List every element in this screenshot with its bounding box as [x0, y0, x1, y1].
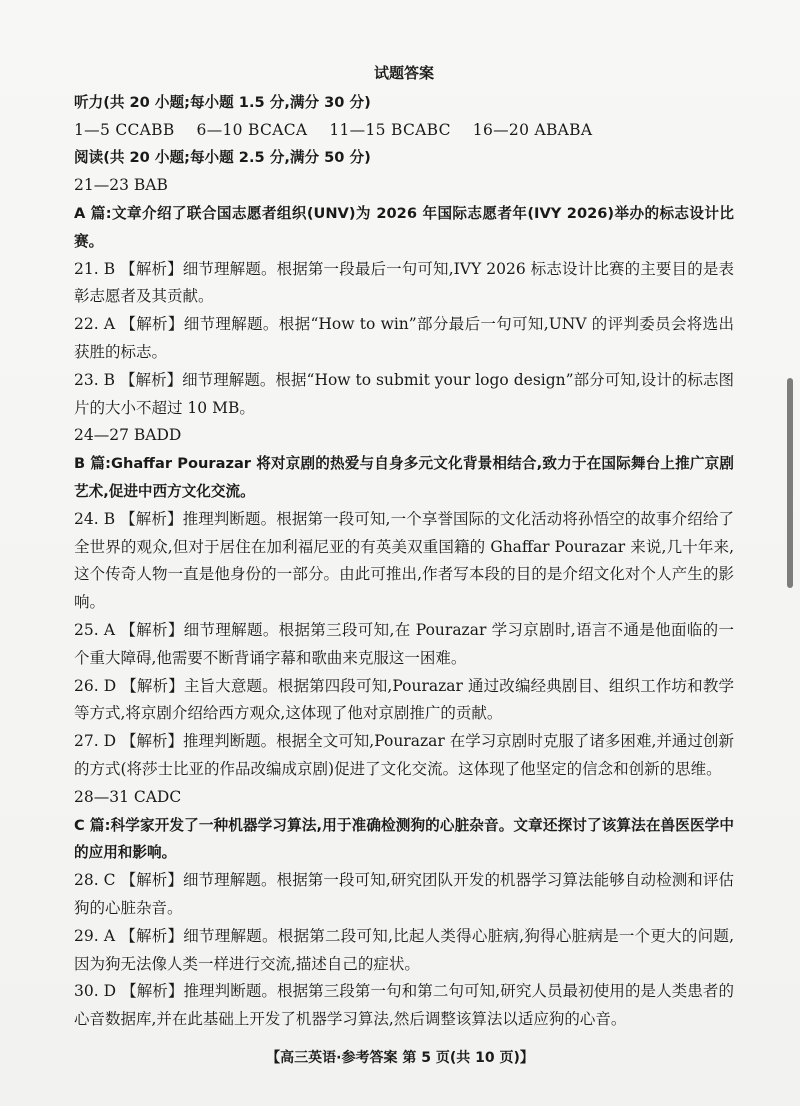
answer-group: 11—15 BCABC — [329, 120, 451, 139]
explanation-item: 24. B 【解析】推理判断题。根据第一段可知,一个享誉国际的文化活动将孙悟空的故事介绍给了全世界的观众,但对于居住在加利福尼亚的有英美双重国籍的 Ghaffar Pourazar 来说,几十年来,这个传奇人物一直是他身份的一部分。由此可推出,作者写本段的目的是介绍文化对个人产生的影响。 — [74, 509, 734, 612]
answer-range: 28—31 CADC — [74, 787, 182, 806]
answer-group: 6—10 BCACA — [196, 120, 308, 139]
explanation-item: 29. A 【解析】细节理解题。根据第二段可知,比起人类得心脏病,狗得心脏病是一个更大的问题,因为狗无法像人类一样进行交流,描述自己的症状。 — [74, 926, 734, 973]
passage-summary: A 篇:文章介绍了联合国志愿者组织(UNV)为 2026 年国际志愿者年(IVY 2026)举办的标志设计比赛。 — [74, 204, 734, 250]
explanation-item: 25. A 【解析】细节理解题。根据第三段可知,在 Pourazar 学习京剧时,语言不通是他面临的一个重大障碍,他需要不断背诵字幕和歌曲来克服这一困难。 — [74, 620, 734, 667]
answer-group: 1—5 CCABB — [74, 120, 175, 139]
explanation-item: 21. B 【解析】细节理解题。根据第一段最后一句可知,IVY 2026 标志设计比赛的主要目的是表彰志愿者及其贡献。 — [74, 259, 734, 306]
explanation-item: 26. D 【解析】主旨大意题。根据第四段可知,Pourazar 通过改编经典剧目、组织工作坊和教学等方式,将京剧介绍给西方观众,这体现了他对京剧推广的贡献。 — [74, 676, 734, 723]
page-footer: 【高三英语·参考答案 第 5 页(共 10 页)】 — [266, 1050, 534, 1066]
passage-summary: B 篇:Ghaffar Pourazar 将对京剧的热爱与自身多元文化背景相结合,致力于在国际舞台上推广京剧艺术,促进中西方文化交流。 — [74, 455, 734, 500]
passage-summary: C 篇:科学家开发了一种机器学习算法,用于准确检测狗的心脏杂音。文章还探讨了该算法在兽医医学中的应用和影响。 — [74, 816, 734, 862]
explanation-item: 30. D 【解析】推理判断题。根据第三段第一句和第二句可知,研究人员最初使用的是人类患者的心音数据库,并在此基础上开发了机器学习算法,然后调整该算法以适应狗的心音。 — [74, 982, 734, 1029]
page-title: 试题答案 — [373, 64, 434, 82]
answer-content — [74, 60, 734, 1034]
explanation-item: 28. C 【解析】细节理解题。根据第一段可知,研究团队开发的机器学习算法能够自动检测和评估狗的心脏杂音。 — [74, 871, 734, 917]
answer-group: 16—20 ABABA — [472, 120, 593, 139]
scrollbar[interactable] — [787, 378, 793, 588]
explanation-item: 27. D 【解析】推理判断题。根据全文可知,Pourazar 在学习京剧时克服了诸多困难,并通过创新的方式(将莎士比亚的作品改编成京剧)促进了文化交流。这体现了他坚定的信念和创新的思维。 — [74, 732, 734, 778]
explanation-item: 23. B 【解析】细节理解题。根据“How to submit your logo design”部分可知,设计的标志图片的大小不超过 10 MB。 — [74, 370, 734, 417]
listening-answers — [74, 117, 734, 145]
answer-range: 21—23 BAB — [74, 176, 168, 195]
section-listening-heading: 听力(共 20 小题;每小题 1.5 分,满分 30 分) — [74, 93, 371, 111]
answer-range: 24—27 BADD — [74, 426, 182, 445]
section-reading-heading: 阅读(共 20 小题;每小题 2.5 分,满分 50 分) — [74, 149, 371, 167]
explanation-item: 22. A 【解析】细节理解题。根据“How to win”部分最后一句可知,UNV 的评判委员会将选出获胜的标志。 — [74, 315, 734, 361]
